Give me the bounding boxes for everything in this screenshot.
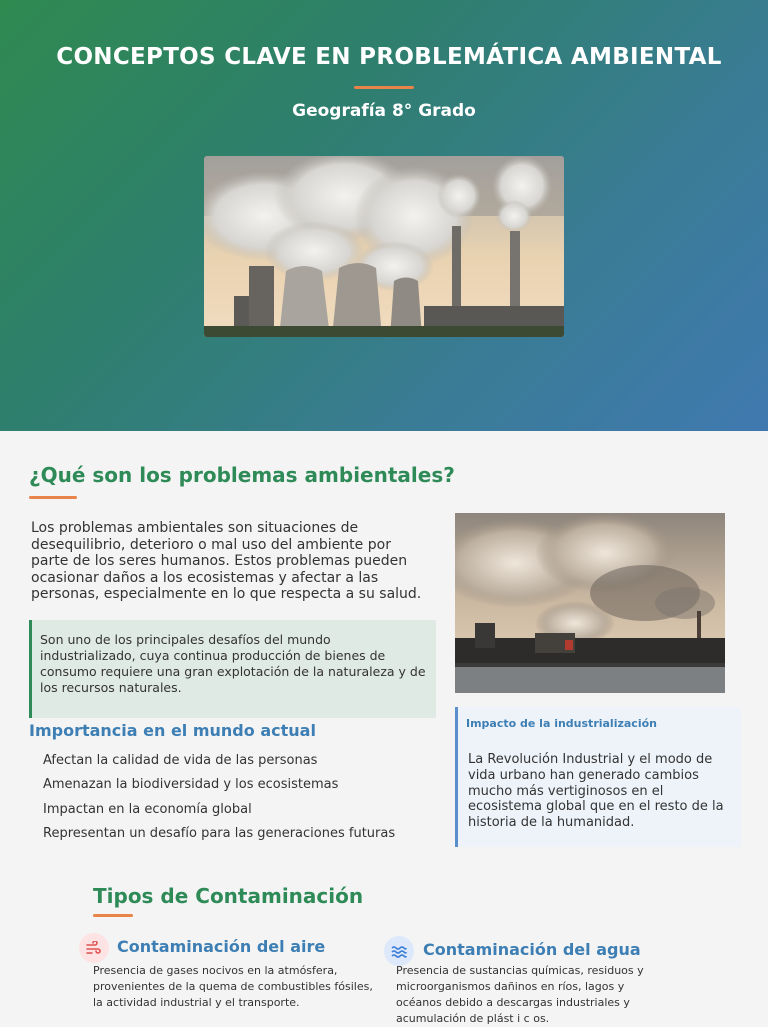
list-item: Representan un desafío para las generaciones futuras bbox=[43, 826, 396, 842]
list-item: Afectan la calidad de vida de las personas bbox=[43, 753, 318, 768]
air-pollution-description: Presencia de gases nocivos en la atmósfera, provenientes de la quema de combustibles fósiles, la actividad industrial y el transporte. bbox=[93, 964, 373, 1009]
wind-icon bbox=[79, 933, 109, 963]
intro-paragraph: Los problemas ambientales son situaciones de desequilibrio, deterioro o mal uso del ambiente por parte de los seres humanos. Estos problemas pueden ocasionar daños a los ecosistemas y afectar a las personas, especialmente en lo que respecta a su salud. bbox=[31, 520, 422, 603]
title-divider bbox=[354, 86, 414, 89]
callout-box bbox=[29, 620, 436, 718]
list-item: Impactan en la economía global bbox=[43, 801, 252, 817]
impact-heading: Impacto de la industrialización bbox=[466, 717, 657, 730]
page-subtitle: Geografía 8° Grado bbox=[292, 101, 476, 121]
impact-box bbox=[455, 707, 741, 847]
section-divider bbox=[29, 496, 77, 499]
impact-text: La Revolución Industrial y el modo de vida urbano han generado cambios mucho más vertiginosos en el ecosistema global que en el resto de la historia de la humanidad. bbox=[468, 752, 724, 831]
list-item: Amenazan la biodiversidad y los ecosistemas bbox=[43, 777, 339, 793]
power-plant-photo bbox=[204, 156, 564, 337]
water-waves-icon bbox=[384, 936, 414, 966]
hero-banner bbox=[0, 0, 768, 431]
water-pollution-heading: Contaminación del agua bbox=[423, 940, 641, 959]
page-title: CONCEPTOS CLAVE EN PROBLEMÁTICA AMBIENTAL bbox=[56, 44, 722, 70]
water-pollution-description: Presencia de sustancias químicas, residuos y microorganismos dañinos en ríos, lagos y océanos debido a descargas industriales y acumulación de plást i c os. bbox=[396, 964, 644, 1025]
section-title-pollution-types: Tipos de Contaminación bbox=[93, 884, 364, 908]
industrial-port-photo bbox=[455, 513, 725, 693]
section-divider bbox=[93, 914, 133, 917]
section-title-environmental-problems: ¿Qué son los problemas ambientales? bbox=[29, 463, 455, 487]
air-pollution-heading: Contaminación del aire bbox=[117, 937, 326, 956]
importance-heading: Importancia en el mundo actual bbox=[29, 721, 316, 740]
callout-text: Son uno de los principales desafíos del mundo industrializado, cuya continua producción de bienes de consumo requiere una gran explotación de la naturaleza y de los recursos naturales. bbox=[40, 632, 426, 695]
importance-list bbox=[43, 752, 395, 850]
